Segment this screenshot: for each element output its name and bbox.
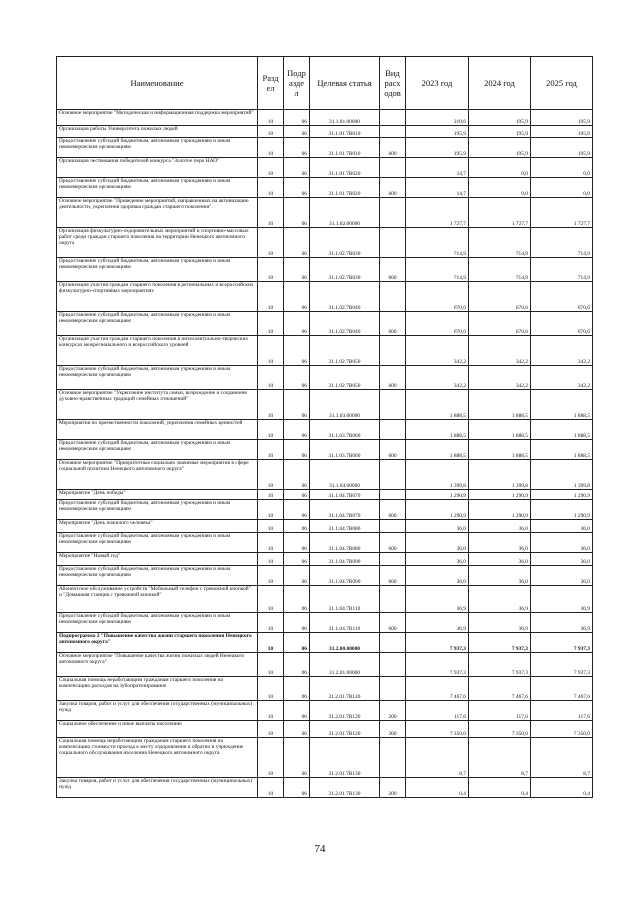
cell-subsection: 06 <box>284 490 310 500</box>
table-row <box>57 110 593 126</box>
cell-name: Предоставление субсидий бюджетным, автономным учреждениям и иным некоммерческим организациям <box>57 312 258 336</box>
cell-2024: 714,9 <box>469 258 531 282</box>
cell-expense-type <box>380 653 406 677</box>
cell-2025: 714,9 <box>531 228 593 258</box>
cell-section: 10 <box>258 677 284 701</box>
cell-subsection: 06 <box>284 390 310 420</box>
cell-name: Предоставление субсидий бюджетным, автономным учреждениям и иным некоммерческим организациям <box>57 366 258 390</box>
cell-2025: 7 937,3 <box>531 653 593 677</box>
cell-target: 31.2.01.7В130 <box>310 778 380 798</box>
table-row <box>57 738 593 778</box>
cell-2025: 1 399,8 <box>531 460 593 490</box>
cell-subsection: 06 <box>284 110 310 126</box>
cell-subsection: 06 <box>284 520 310 533</box>
cell-2023: 36,0 <box>406 566 469 586</box>
cell-expense-type <box>380 158 406 178</box>
cell-name: Предоставление субсидий бюджетным, автономным учреждениям и иным некоммерческим организациям <box>57 138 258 158</box>
cell-subsection: 06 <box>284 282 310 312</box>
cell-2024: 1 290,9 <box>469 490 531 500</box>
table-row <box>57 390 593 420</box>
cell-subsection: 06 <box>284 366 310 390</box>
cell-2024: 1 888,5 <box>469 420 531 440</box>
cell-section: 10 <box>258 420 284 440</box>
cell-section: 10 <box>258 126 284 138</box>
cell-2024: 1 290,9 <box>469 500 531 520</box>
cell-subsection: 06 <box>284 586 310 613</box>
table-row <box>57 586 593 613</box>
cell-expense-type <box>380 460 406 490</box>
cell-target: 31.1.04.7В070 <box>310 500 380 520</box>
cell-section: 10 <box>258 110 284 126</box>
cell-section: 10 <box>258 566 284 586</box>
cell-2023: 1 290,9 <box>406 490 469 500</box>
cell-section: 10 <box>258 178 284 198</box>
cell-expense-type <box>380 110 406 126</box>
cell-name: Абонентское обслуживание устройств "Мобильный телефон с тревожной кнопкой" и "Домашняя станция с тревожной кнопкой" <box>57 586 258 613</box>
cell-name: Организация работы Университета пожилых людей <box>57 126 258 138</box>
cell-2024: 7 937,3 <box>469 633 531 653</box>
cell-name: Мероприятие "День пожилого человека" <box>57 520 258 533</box>
cell-target: 31.2.01.7В120 <box>310 677 380 701</box>
cell-2023: 36,9 <box>406 586 469 613</box>
cell-name: Организация участия граждан старшего поколения в региональных и всероссийских физкультурно-спортивных мероприятиях <box>57 282 258 312</box>
cell-2024: 1 888,5 <box>469 440 531 460</box>
header-expense-type: Вид расх одов <box>380 57 406 110</box>
cell-target: 31.1.02.7В050 <box>310 336 380 366</box>
table-body <box>57 110 593 798</box>
table-row <box>57 460 593 490</box>
cell-name: Предоставление субсидий бюджетным, автономным учреждениям и иным некоммерческим организациям <box>57 500 258 520</box>
cell-subsection: 06 <box>284 553 310 566</box>
table-row <box>57 138 593 158</box>
cell-2025: 0,0 <box>531 178 593 198</box>
cell-subsection: 06 <box>284 738 310 778</box>
cell-target: 31.1.01.7В020 <box>310 158 380 178</box>
cell-2023: 14,7 <box>406 158 469 178</box>
cell-2023: 36,9 <box>406 613 469 633</box>
cell-subsection: 06 <box>284 178 310 198</box>
cell-2024: 7 350,0 <box>469 721 531 738</box>
cell-2023: 7 937,3 <box>406 653 469 677</box>
cell-subsection: 06 <box>284 336 310 366</box>
cell-subsection: 06 <box>284 778 310 798</box>
cell-expense-type <box>380 520 406 533</box>
cell-name: Социальная помощь неработающим гражданам старшего поколения на компенсацию стоимости проезда к месту оздоровления и обратно и учреждение социального обслуживания населения Ненецкого автономного округа <box>57 738 258 778</box>
cell-section: 10 <box>258 653 284 677</box>
cell-2024: 0,0 <box>469 178 531 198</box>
cell-section: 10 <box>258 138 284 158</box>
cell-target: 31.1.01.00000 <box>310 110 380 126</box>
cell-expense-type: 200 <box>380 701 406 721</box>
cell-2024: 670,6 <box>469 312 531 336</box>
cell-2025: 0,4 <box>531 778 593 798</box>
cell-target: 31.1.03.7В060 <box>310 420 380 440</box>
cell-section: 10 <box>258 258 284 282</box>
table-row <box>57 533 593 553</box>
cell-2024: 1 399,8 <box>469 460 531 490</box>
cell-2025: 36,0 <box>531 533 593 553</box>
cell-subsection: 06 <box>284 653 310 677</box>
cell-section: 10 <box>258 228 284 258</box>
header-name: Наименование <box>57 57 258 110</box>
cell-target: 31.2.01.7В130 <box>310 738 380 778</box>
cell-section: 10 <box>258 158 284 178</box>
cell-expense-type <box>380 420 406 440</box>
cell-name: Предоставление субсидий бюджетным, автономным учреждениям и иным некоммерческим организациям <box>57 178 258 198</box>
cell-section: 10 <box>258 721 284 738</box>
cell-2023: 714,9 <box>406 228 469 258</box>
cell-subsection: 06 <box>284 460 310 490</box>
cell-name: Организация физкультурно-оздоровительных мероприятий и спортивно-массовых работ среди граждан старшего поколения на территории Ненецкого автономного округа <box>57 228 258 258</box>
cell-name: Подпрограмма 2 "Повышение качества жизни старшего поколения Ненецкого автономного округа" <box>57 633 258 653</box>
cell-2025: 195,9 <box>531 110 593 126</box>
cell-2025: 714,9 <box>531 258 593 282</box>
cell-2024: 195,9 <box>469 138 531 158</box>
cell-target: 31.1.04.7В070 <box>310 490 380 500</box>
cell-2024: 36,9 <box>469 586 531 613</box>
cell-subsection: 06 <box>284 721 310 738</box>
budget-table <box>56 56 593 798</box>
cell-2025: 36,0 <box>531 566 593 586</box>
cell-subsection: 06 <box>284 198 310 228</box>
cell-2023: 7 467,6 <box>406 677 469 701</box>
cell-name: Социальное обеспечение и иные выплаты населению <box>57 721 258 738</box>
cell-2024: 0,0 <box>469 158 531 178</box>
cell-2024: 1 888,5 <box>469 390 531 420</box>
table-row <box>57 566 593 586</box>
header-year-2025: 2025 год <box>531 57 593 110</box>
cell-expense-type <box>380 198 406 228</box>
cell-subsection: 06 <box>284 633 310 653</box>
cell-2024: 1 727,7 <box>469 198 531 228</box>
cell-name: Социальная помощь неработающим гражданам старшего поколения на компенсацию расходов на зубопротезирование <box>57 677 258 701</box>
cell-expense-type <box>380 228 406 258</box>
cell-2024: 195,9 <box>469 110 531 126</box>
table-row <box>57 520 593 533</box>
cell-2023: 342,2 <box>406 366 469 390</box>
cell-target: 31.1.04.7В080 <box>310 520 380 533</box>
cell-section: 10 <box>258 366 284 390</box>
cell-2025: 670,6 <box>531 282 593 312</box>
cell-subsection: 06 <box>284 440 310 460</box>
cell-2025: 7 467,6 <box>531 677 593 701</box>
cell-expense-type <box>380 490 406 500</box>
cell-subsection: 06 <box>284 566 310 586</box>
cell-target: 31.1.04.00000 <box>310 460 380 490</box>
cell-target: 31.1.03.7В060 <box>310 440 380 460</box>
cell-subsection: 06 <box>284 613 310 633</box>
cell-2025: 1 290,9 <box>531 500 593 520</box>
cell-expense-type <box>380 633 406 653</box>
cell-name: Предоставление субсидий бюджетным, автономным учреждениям и иным некоммерческим организациям <box>57 440 258 460</box>
cell-2024: 36,0 <box>469 520 531 533</box>
cell-section: 10 <box>258 520 284 533</box>
cell-expense-type: 600 <box>380 138 406 158</box>
cell-name: Предоставление субсидий бюджетным, автономным учреждениям и иным некоммерческим организациям <box>57 533 258 553</box>
cell-2023: 1 727,7 <box>406 198 469 228</box>
cell-2025: 7 937,3 <box>531 633 593 653</box>
cell-target: 31.1.01.7В010 <box>310 138 380 158</box>
table-row <box>57 440 593 460</box>
cell-section: 10 <box>258 440 284 460</box>
cell-section: 10 <box>258 390 284 420</box>
cell-subsection: 06 <box>284 533 310 553</box>
cell-2023: 670,6 <box>406 282 469 312</box>
cell-name: Предоставление субсидий бюджетным, автономным учреждениям и иным некоммерческим организациям <box>57 258 258 282</box>
cell-section: 10 <box>258 613 284 633</box>
table-row <box>57 178 593 198</box>
cell-2023: 36,0 <box>406 533 469 553</box>
cell-expense-type: 600 <box>380 566 406 586</box>
table-row <box>57 677 593 701</box>
cell-subsection: 06 <box>284 138 310 158</box>
cell-name: Основное мероприятие "Повышение качества жизни пожилых людей Ненецкого автономного округа" <box>57 653 258 677</box>
table-row <box>57 653 593 677</box>
cell-expense-type <box>380 586 406 613</box>
table-row <box>57 778 593 798</box>
cell-2023: 8,7 <box>406 738 469 778</box>
cell-2025: 36,9 <box>531 586 593 613</box>
cell-2024: 714,9 <box>469 228 531 258</box>
cell-name: Основное мероприятие "Методическая и информационная поддержка мероприятий" <box>57 110 258 126</box>
cell-2024: 195,9 <box>469 126 531 138</box>
cell-target: 31.1.02.7В030 <box>310 228 380 258</box>
cell-subsection: 06 <box>284 701 310 721</box>
cell-2023: 14,7 <box>406 178 469 198</box>
table-row <box>57 500 593 520</box>
cell-2025: 8,7 <box>531 738 593 778</box>
cell-expense-type: 200 <box>380 778 406 798</box>
cell-2024: 36,0 <box>469 533 531 553</box>
cell-2024: 342,2 <box>469 336 531 366</box>
cell-section: 10 <box>258 336 284 366</box>
cell-2023: 1 888,5 <box>406 420 469 440</box>
cell-2025: 342,2 <box>531 336 593 366</box>
cell-target: 31.2.01.7В120 <box>310 721 380 738</box>
cell-2025: 342,2 <box>531 366 593 390</box>
cell-2023: 342,2 <box>406 336 469 366</box>
table-row <box>57 366 593 390</box>
cell-expense-type: 600 <box>380 500 406 520</box>
cell-expense-type <box>380 336 406 366</box>
table-row <box>57 312 593 336</box>
cell-section: 10 <box>258 312 284 336</box>
cell-2025: 670,6 <box>531 312 593 336</box>
cell-2025: 1 888,5 <box>531 420 593 440</box>
cell-expense-type: 600 <box>380 312 406 336</box>
cell-2025: 7 350,0 <box>531 721 593 738</box>
cell-2025: 195,9 <box>531 126 593 138</box>
table-row <box>57 633 593 653</box>
cell-2023: 714,9 <box>406 258 469 282</box>
cell-2023: 210,6 <box>406 110 469 126</box>
cell-2024: 7 467,6 <box>469 677 531 701</box>
cell-name: Закупка товаров, работ и услуг для обеспечения государственных (муниципальных) нужд <box>57 701 258 721</box>
cell-target: 31.1.02.7В040 <box>310 312 380 336</box>
cell-section: 10 <box>258 633 284 653</box>
cell-2023: 0,4 <box>406 778 469 798</box>
cell-2025: 195,9 <box>531 138 593 158</box>
cell-expense-type: 600 <box>380 613 406 633</box>
cell-section: 10 <box>258 553 284 566</box>
cell-expense-type <box>380 282 406 312</box>
cell-target: 31.1.04.7В110 <box>310 586 380 613</box>
cell-section: 10 <box>258 738 284 778</box>
cell-2025: 1 888,5 <box>531 390 593 420</box>
cell-expense-type: 600 <box>380 258 406 282</box>
table-row <box>57 282 593 312</box>
cell-2023: 195,9 <box>406 126 469 138</box>
header-subsection: Подр азде л <box>284 57 310 110</box>
cell-2023: 7 937,3 <box>406 633 469 653</box>
cell-target: 31.1.04.7В090 <box>310 553 380 566</box>
cell-2024: 0,4 <box>469 778 531 798</box>
header-row <box>57 57 593 110</box>
cell-section: 10 <box>258 500 284 520</box>
table-row <box>57 490 593 500</box>
cell-name: Основное мероприятие "Приоритетные социально значимые мероприятия в сфере социальной политики Ненецкого автономного округа" <box>57 460 258 490</box>
cell-target: 31.2.01.7В120 <box>310 701 380 721</box>
table-row <box>57 158 593 178</box>
cell-subsection: 06 <box>284 312 310 336</box>
table-row <box>57 420 593 440</box>
cell-section: 10 <box>258 490 284 500</box>
cell-target: 31.1.02.7В040 <box>310 282 380 312</box>
cell-subsection: 06 <box>284 258 310 282</box>
cell-name: Мероприятия по преемственности поколений, укрепления семейных ценностей <box>57 420 258 440</box>
cell-subsection: 06 <box>284 158 310 178</box>
cell-2024: 36,0 <box>469 553 531 566</box>
cell-2025: 36,9 <box>531 613 593 633</box>
cell-2025: 0,0 <box>531 158 593 178</box>
table-row <box>57 613 593 633</box>
cell-2024: 7 937,3 <box>469 653 531 677</box>
cell-2024: 342,2 <box>469 366 531 390</box>
cell-expense-type <box>380 126 406 138</box>
cell-name: Закупка товаров, работ и услуг для обеспечения государственных (муниципальных) нужд <box>57 778 258 798</box>
table-row <box>57 553 593 566</box>
cell-2023: 195,9 <box>406 138 469 158</box>
table-row <box>57 126 593 138</box>
table-row <box>57 336 593 366</box>
cell-target: 31.1.04.7В090 <box>310 566 380 586</box>
cell-2023: 117,6 <box>406 701 469 721</box>
cell-expense-type: 600 <box>380 178 406 198</box>
cell-section: 10 <box>258 460 284 490</box>
cell-2025: 1 727,7 <box>531 198 593 228</box>
cell-target: 31.1.01.7В010 <box>310 126 380 138</box>
cell-section: 10 <box>258 778 284 798</box>
cell-2025: 36,0 <box>531 553 593 566</box>
cell-2024: 8,7 <box>469 738 531 778</box>
cell-expense-type: 600 <box>380 533 406 553</box>
cell-2023: 36,0 <box>406 520 469 533</box>
cell-subsection: 06 <box>284 677 310 701</box>
cell-section: 10 <box>258 533 284 553</box>
table-row <box>57 721 593 738</box>
cell-subsection: 06 <box>284 126 310 138</box>
cell-2023: 7 350,0 <box>406 721 469 738</box>
cell-name: Основное мероприятие "Укрепление института семьи, возрождение и сохранение духовно-нравственных традиций семейных отношений" <box>57 390 258 420</box>
cell-target: 31.1.04.7В080 <box>310 533 380 553</box>
cell-name: Основное мероприятие "Проведение мероприятий, направленных на активизацию деятельности, укрепления здоровья граждан старшего поколения" <box>57 198 258 228</box>
page-number: 74 <box>314 843 326 855</box>
cell-target: 31.1.02.00000 <box>310 198 380 228</box>
cell-expense-type <box>380 390 406 420</box>
header-section: Разд ел <box>258 57 284 110</box>
cell-name: Организация чествования победителей конкурса "Золотое перо НАО" <box>57 158 258 178</box>
cell-2024: 36,9 <box>469 613 531 633</box>
cell-expense-type: 600 <box>380 440 406 460</box>
cell-2024: 36,0 <box>469 566 531 586</box>
cell-target: 31.2.01.00000 <box>310 653 380 677</box>
cell-target: 31.1.02.7В030 <box>310 258 380 282</box>
cell-2025: 1 290,9 <box>531 490 593 500</box>
header-year-2023: 2023 год <box>406 57 469 110</box>
cell-subsection: 06 <box>284 420 310 440</box>
cell-target: 31.1.01.7В020 <box>310 178 380 198</box>
header-year-2024: 2024 год <box>469 57 531 110</box>
cell-2024: 670,6 <box>469 282 531 312</box>
cell-name: Мероприятие "День победы" <box>57 490 258 500</box>
cell-2025: 117,6 <box>531 701 593 721</box>
cell-2025: 36,0 <box>531 520 593 533</box>
cell-2023: 1 888,5 <box>406 440 469 460</box>
cell-2023: 1 888,5 <box>406 390 469 420</box>
cell-2025: 1 888,5 <box>531 440 593 460</box>
table-row <box>57 228 593 258</box>
cell-target: 31.1.04.7В110 <box>310 613 380 633</box>
header-target: Целевая статья <box>310 57 380 110</box>
cell-subsection: 06 <box>284 228 310 258</box>
cell-section: 10 <box>258 198 284 228</box>
cell-section: 10 <box>258 586 284 613</box>
cell-section: 10 <box>258 701 284 721</box>
cell-target: 31.2.00.00000 <box>310 633 380 653</box>
cell-2023: 1 399,8 <box>406 460 469 490</box>
cell-expense-type <box>380 738 406 778</box>
cell-name: Организация участия граждан старшего поколения в интеллектуально-творческих конкурсах межрегионального и всероссийского уровней <box>57 336 258 366</box>
cell-target: 31.1.03.00000 <box>310 390 380 420</box>
cell-2024: 117,6 <box>469 701 531 721</box>
cell-expense-type <box>380 553 406 566</box>
cell-2023: 1 290,9 <box>406 500 469 520</box>
cell-expense-type <box>380 677 406 701</box>
cell-expense-type: 300 <box>380 721 406 738</box>
cell-2023: 670,6 <box>406 312 469 336</box>
cell-name: Предоставление субсидий бюджетным, автономным учреждениям и иным некоммерческим организациям <box>57 566 258 586</box>
cell-name: Предоставление субсидий бюджетным, автономным учреждениям и иным некоммерческим организациям <box>57 613 258 633</box>
cell-section: 10 <box>258 282 284 312</box>
cell-subsection: 06 <box>284 500 310 520</box>
cell-name: Мероприятие "Новый год" <box>57 553 258 566</box>
table-row <box>57 198 593 228</box>
cell-2023: 36,0 <box>406 553 469 566</box>
table-row <box>57 258 593 282</box>
cell-target: 31.1.02.7В050 <box>310 366 380 390</box>
table-row <box>57 701 593 721</box>
cell-expense-type: 600 <box>380 366 406 390</box>
